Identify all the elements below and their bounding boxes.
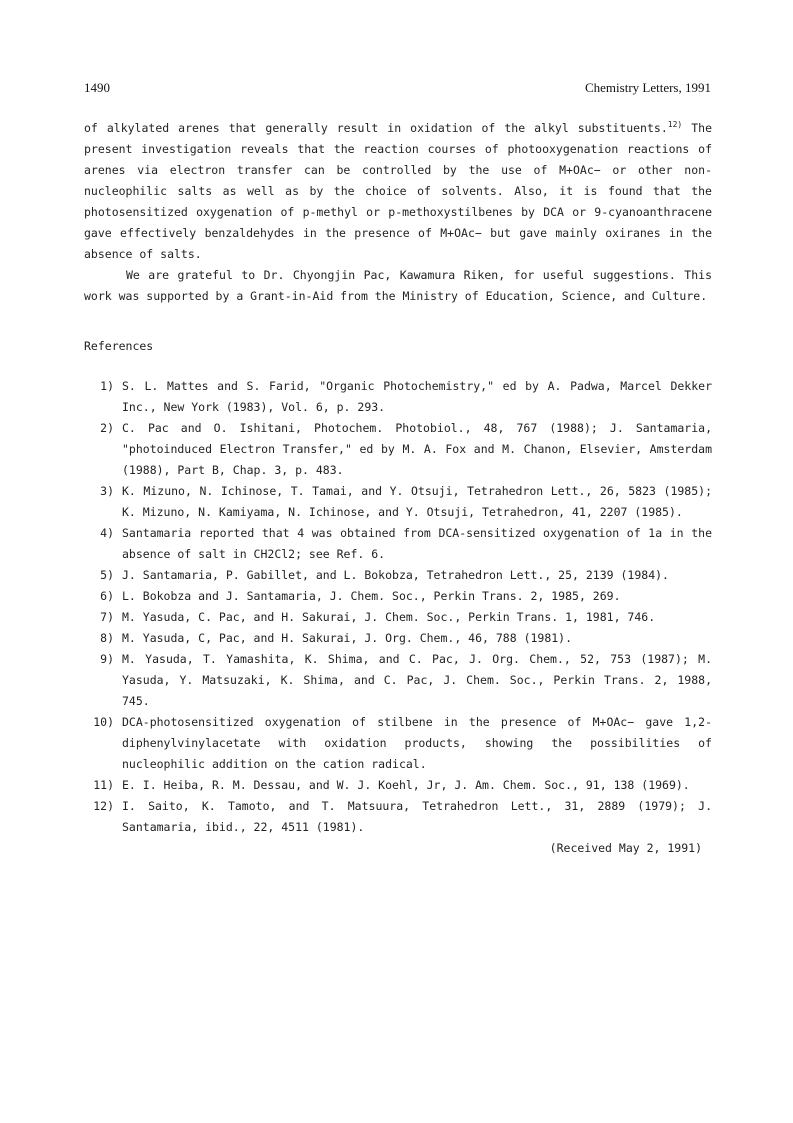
page-header	[84, 80, 711, 100]
article-body	[84, 118, 712, 859]
paragraph-text: of alkylated arenes that generally result in oxidation of the alkyl substituents.	[84, 121, 668, 135]
reference-item	[84, 775, 712, 796]
references-list	[84, 376, 712, 838]
received-date: (Received May 2, 1991)	[549, 841, 702, 855]
reference-item	[84, 712, 712, 775]
reference-number: 8)	[100, 631, 114, 645]
reference-number: 7)	[100, 610, 114, 624]
journal-name: Chemistry Letters, 1991	[584, 80, 711, 95]
reference-text: E. I. Heiba, R. M. Dessau, and W. J. Koehl, Jr, J. Am. Chem. Soc., 91, 138 (1969).	[122, 778, 690, 792]
reference-number: 9)	[100, 652, 114, 666]
citation-superscript: 12)	[667, 120, 683, 129]
reference-item	[84, 481, 712, 523]
reference-text: Santamaria reported that 4 was obtained from DCA-sensitized oxygenation of 1a in the absence of salt in CH2Cl2; see Ref. 6.	[122, 526, 712, 561]
page-number: 1490	[84, 80, 110, 95]
reference-number: 3)	[100, 484, 114, 498]
reference-item	[84, 607, 712, 628]
conclusion-paragraph	[84, 118, 712, 265]
paragraph-text: The present investigation reveals that the reaction courses of photooxygenation reactions of arenes via electron transfer can be controlled by the use of M+OAc− or other non-nucleophilic salts as well as by the choice of solvents. Also, it is found that the photosensitized oxygenation of p-methyl or p-methoxystilbenes by DCA or 9-cyanoanthracene gave effectively benzaldehydes in the presence of M+OAc− but gave mainly oxiranes in the absence of salts.	[84, 121, 712, 261]
acknowledgement-paragraph: We are grateful to Dr. Chyongjin Pac, Kawamura Riken, for useful suggestions. This work was supported by a Grant-in-Aid from the Ministry of Education, Science, and Culture.	[84, 268, 712, 303]
references-heading: References	[84, 339, 154, 353]
reference-text: J. Santamaria, P. Gabillet, and L. Bokobza, Tetrahedron Lett., 25, 2139 (1984).	[122, 568, 669, 582]
reference-item	[84, 796, 712, 838]
reference-item	[84, 586, 712, 607]
reference-number: 10)	[93, 715, 114, 729]
reference-number: 12)	[93, 799, 114, 813]
reference-item	[84, 565, 712, 586]
reference-text: M. Yasuda, C, Pac, and H. Sakurai, J. Org. Chem., 46, 788 (1981).	[122, 631, 573, 645]
reference-text: M. Yasuda, T. Yamashita, K. Shima, and C. Pac, J. Org. Chem., 52, 753 (1987); M. Yasuda, Y. Matsuzaki, K. Shima, and C. Pac, J. Chem. Soc., Perkin Trans. 2, 1988, 745.	[122, 652, 712, 708]
reference-text: M. Yasuda, C. Pac, and H. Sakurai, J. Chem. Soc., Perkin Trans. 1, 1981, 746.	[122, 610, 656, 624]
reference-item	[84, 376, 712, 418]
reference-number: 1)	[100, 379, 114, 393]
reference-text: C. Pac and O. Ishitani, Photochem. Photobiol., 48, 767 (1988); J. Santamaria, "photoinduced Electron Transfer," ed by M. A. Fox and M. Chanon, Elsevier, Amsterdam (1988), Part B, Chap. 3, p. 483.	[122, 421, 712, 477]
reference-item	[84, 628, 712, 649]
reference-item	[84, 418, 712, 481]
reference-item	[84, 523, 712, 565]
reference-number: 11)	[93, 778, 114, 792]
reference-text: I. Saito, K. Tamoto, and T. Matsuura, Tetrahedron Lett., 31, 2889 (1979); J. Santamaria, ibid., 22, 4511 (1981).	[122, 799, 712, 834]
reference-text: L. Bokobza and J. Santamaria, J. Chem. Soc., Perkin Trans. 2, 1985, 269.	[122, 589, 621, 603]
reference-number: 5)	[100, 568, 114, 582]
reference-number: 6)	[100, 589, 114, 603]
reference-item	[84, 649, 712, 712]
reference-text: S. L. Mattes and S. Farid, "Organic Photochemistry," ed by A. Padwa, Marcel Dekker Inc., New York (1983), Vol. 6, p. 293.	[122, 379, 712, 414]
reference-text: DCA-photosensitized oxygenation of stilbene in the presence of M+OAc− gave 1,2-diphenylvinylacetate with oxidation products, showing the possibilities of nucleophilic addition on the cation radical.	[122, 715, 712, 771]
reference-number: 4)	[100, 526, 114, 540]
reference-number: 2)	[100, 421, 114, 435]
reference-text: K. Mizuno, N. Ichinose, T. Tamai, and Y. Otsuji, Tetrahedron Lett., 26, 5823 (1985); K. Mizuno, N. Kamiyama, N. Ichinose, and Y. Otsuji, Tetrahedron, 41, 2207 (1985).	[122, 484, 712, 519]
